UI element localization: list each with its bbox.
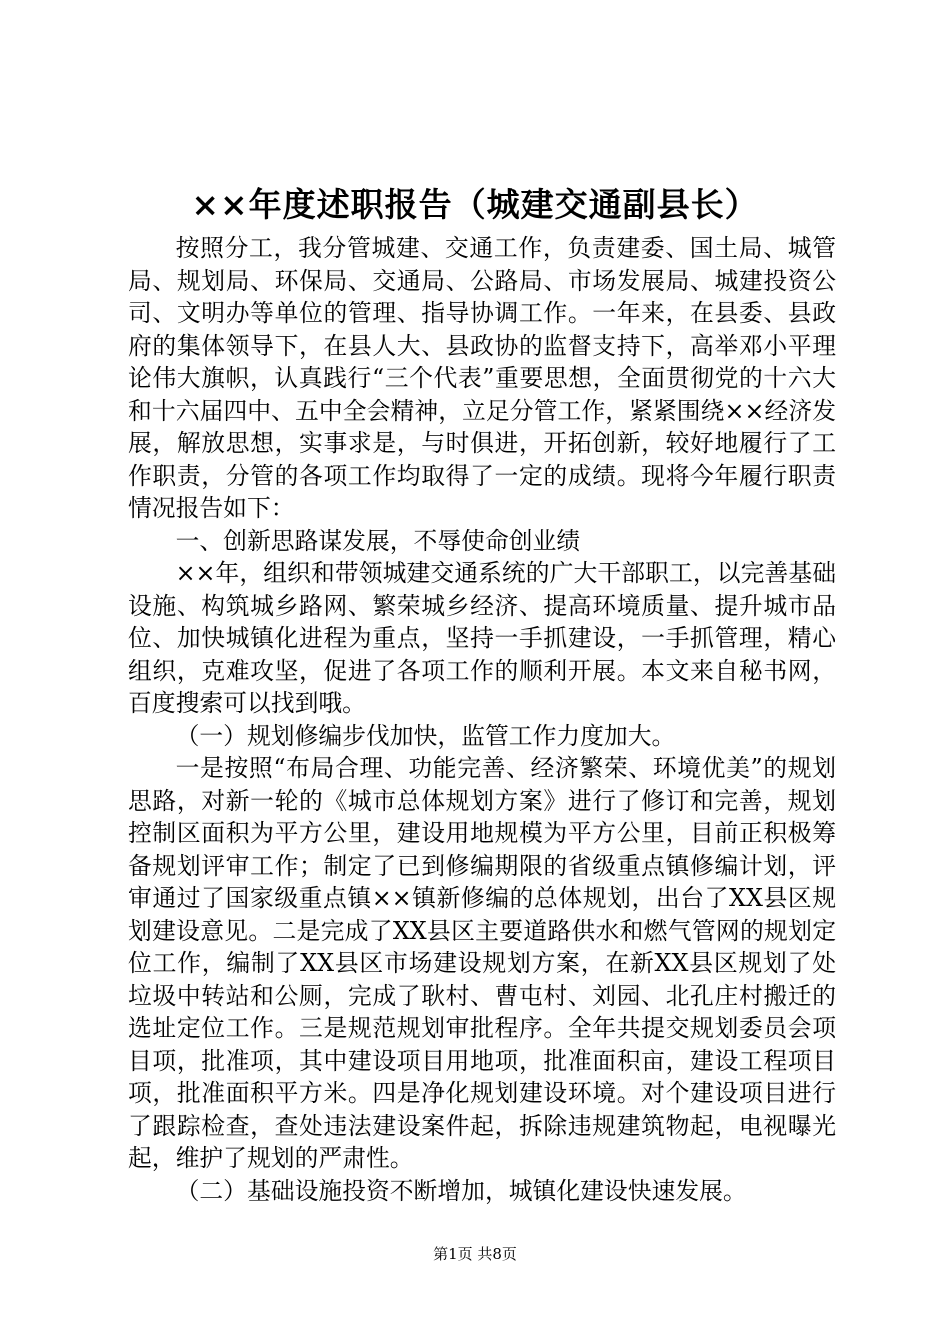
document-title: ××年度述职报告（城建交通副县长）: [191, 185, 759, 224]
page-number-footer: 第1页 共8页: [433, 1245, 517, 1263]
paragraph-section-1: ××年，组织和带领城建交通系统的广大干部职工，以完善基础设施、构筑城乡路网、繁荣城乡经济、提高环境质量、提升城市品位、加快城镇化进程为重点，坚持一手抓建设，一手抓管理，精心组织，克难攻坚，促进了各项工作的顺利开展。本文来自秘书网，百度搜索可以找到哦。: [128, 559, 836, 717]
section-heading-1: 一、创新思路谋发展，不辱使命创业绩: [175, 526, 581, 555]
paragraph-intro: 按照分工，我分管城建、交通工作，负责建委、国土局、城管局、规划局、环保局、交通局、公路局、市场发展局、城建投资公司、文明办等单位的管理、指导协调工作。一年来，在县委、县政府的集体领导下，在县人大、县政协的监督支持下，高举邓小平理论伟大旗帜，认真践行“三个代表”重要思想，全面贯彻党的十六大和十六届四中、五中全会精神，立足分管工作，紧紧围绕××经济发展，解放思想，实事求是，与时俱进，开拓创新，较好地履行了工作职责，分管的各项工作均取得了一定的成绩。现将今年履行职责情况报告如下：: [128, 234, 836, 522]
paragraph-subsection-1: 一是按照“布局合理、功能完善、经济繁荣、环境优美”的规划思路，对新一轮的《城市总体规划方案》进行了修订和完善，规划控制区面积为平方公里，建设用地规模为平方公里，目前正积极筹备规划评审工作；制定了已到修编期限的省级重点镇修编计划，评审通过了国家级重点镇××镇新修编的总体规划，出台了XX县区规划建设意见。二是完成了XX县区主要道路供水和燃气管网的规划定位工作，编制了XX县区市场建设规划方案，在新XX县区规划了处垃圾中转站和公厕，完成了耿村、曹屯村、刘园、北孔庄村搬迁的选址定位工作。三是规范规划审批程序。全年共提交规划委员会项目项，批准项，其中建设项目用地项，批准面积亩，建设工程项目项，批准面积平方米。四是净化规划建设环境。对个建设项目进行了跟踪检查，查处违法建设案件起，拆除违规建筑物起，电视曝光起，维护了规划的严肃性。: [128, 754, 836, 1172]
document-body: [128, 232, 836, 1207]
subsection-heading-1: （一）规划修编步伐加快，监管工作力度加大。: [175, 721, 676, 750]
subsection-heading-2: （二）基础设施投资不断增加，城镇化建设快速发展。: [175, 1176, 747, 1205]
